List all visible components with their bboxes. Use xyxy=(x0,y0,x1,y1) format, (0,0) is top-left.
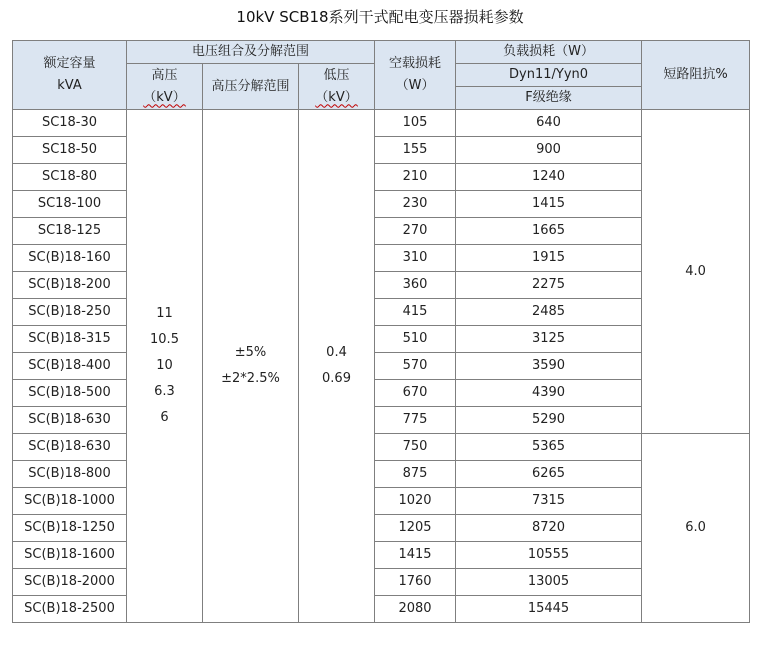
load-loss-cell: 1240 xyxy=(456,164,642,191)
model-cell: SC(B)18-200 xyxy=(13,272,127,299)
table-row xyxy=(13,137,750,164)
no-load-loss-cell: 510 xyxy=(375,326,456,353)
table-row xyxy=(13,326,750,353)
model-cell: SC(B)18-400 xyxy=(13,353,127,380)
hv-values-cell xyxy=(127,110,203,623)
model-cell: SC(B)18-160 xyxy=(13,245,127,272)
model-cell: SC(B)18-2000 xyxy=(13,569,127,596)
header-hv-unit: （kV） xyxy=(143,89,186,105)
impedance-cell: 4.0 xyxy=(642,110,750,434)
load-loss-cell: 13005 xyxy=(456,569,642,596)
table-row xyxy=(13,488,750,515)
header-no-load-loss-unit: （W） xyxy=(395,78,435,93)
header-insulation-class: F级绝缘 xyxy=(456,87,642,110)
tap-value: ±2*2.5% xyxy=(221,371,280,386)
table-row xyxy=(13,272,750,299)
model-cell: SC18-50 xyxy=(13,137,127,164)
no-load-loss-cell: 360 xyxy=(375,272,456,299)
model-cell: SC18-80 xyxy=(13,164,127,191)
no-load-loss-cell: 2080 xyxy=(375,596,456,623)
header-rated-capacity xyxy=(13,41,127,110)
header-load-loss: 负载损耗（W） xyxy=(456,41,642,64)
no-load-loss-cell: 415 xyxy=(375,299,456,326)
load-loss-cell: 3125 xyxy=(456,326,642,353)
model-cell: SC(B)18-630 xyxy=(13,434,127,461)
model-cell: SC18-100 xyxy=(13,191,127,218)
header-hv xyxy=(127,64,203,110)
model-cell: SC(B)18-500 xyxy=(13,380,127,407)
table-row xyxy=(13,218,750,245)
hv-value: 11 xyxy=(156,306,173,321)
no-load-loss-cell: 750 xyxy=(375,434,456,461)
table-row xyxy=(13,542,750,569)
load-loss-cell: 2485 xyxy=(456,299,642,326)
table-row xyxy=(13,110,750,137)
load-loss-cell: 15445 xyxy=(456,596,642,623)
table-row xyxy=(13,434,750,461)
hv-value: 10.5 xyxy=(150,332,179,347)
table-row xyxy=(13,515,750,542)
load-loss-cell: 3590 xyxy=(456,353,642,380)
tap-range-cell xyxy=(203,110,299,623)
header-no-load-loss-label: 空载损耗 xyxy=(389,56,442,71)
model-cell: SC18-30 xyxy=(13,110,127,137)
table-row xyxy=(13,569,750,596)
load-loss-cell: 640 xyxy=(456,110,642,137)
header-voltage-group: 电压组合及分解范围 xyxy=(127,41,375,64)
model-cell: SC18-125 xyxy=(13,218,127,245)
load-loss-cell: 7315 xyxy=(456,488,642,515)
no-load-loss-cell: 775 xyxy=(375,407,456,434)
table-row xyxy=(13,353,750,380)
load-loss-cell: 900 xyxy=(456,137,642,164)
load-loss-cell: 5290 xyxy=(456,407,642,434)
lv-value: 0.4 xyxy=(326,345,347,360)
no-load-loss-cell: 210 xyxy=(375,164,456,191)
load-loss-cell: 10555 xyxy=(456,542,642,569)
table-row xyxy=(13,245,750,272)
header-rated-capacity-label: 额定容量 xyxy=(43,56,96,71)
model-cell: SC(B)18-1250 xyxy=(13,515,127,542)
load-loss-cell: 2275 xyxy=(456,272,642,299)
model-cell: SC(B)18-250 xyxy=(13,299,127,326)
impedance-cell: 6.0 xyxy=(642,434,750,623)
header-tap-range: 高压分解范围 xyxy=(203,64,299,110)
no-load-loss-cell: 230 xyxy=(375,191,456,218)
model-cell: SC(B)18-1000 xyxy=(13,488,127,515)
table-row xyxy=(13,191,750,218)
no-load-loss-cell: 155 xyxy=(375,137,456,164)
load-loss-cell: 1915 xyxy=(456,245,642,272)
model-cell: SC(B)18-800 xyxy=(13,461,127,488)
model-cell: SC(B)18-2500 xyxy=(13,596,127,623)
load-loss-cell: 6265 xyxy=(456,461,642,488)
hv-value: 6 xyxy=(160,410,169,425)
hv-value: 6.3 xyxy=(154,384,175,399)
header-lv-unit: （kV） xyxy=(315,89,358,105)
header-no-load-loss xyxy=(375,41,456,110)
lv-values-cell xyxy=(299,110,375,623)
no-load-loss-cell: 570 xyxy=(375,353,456,380)
tap-value: ±5% xyxy=(234,345,267,360)
model-cell: SC(B)18-1600 xyxy=(13,542,127,569)
no-load-loss-cell: 1205 xyxy=(375,515,456,542)
no-load-loss-cell: 875 xyxy=(375,461,456,488)
no-load-loss-cell: 105 xyxy=(375,110,456,137)
table-row xyxy=(13,380,750,407)
header-lv-label: 低压 xyxy=(323,67,350,83)
header-rated-capacity-unit: kVA xyxy=(57,78,82,93)
loss-parameter-table xyxy=(12,40,750,623)
header-lv xyxy=(299,64,375,110)
table-header xyxy=(13,41,750,110)
load-loss-cell: 1665 xyxy=(456,218,642,245)
header-hv-label: 高压 xyxy=(151,67,178,83)
no-load-loss-cell: 670 xyxy=(375,380,456,407)
no-load-loss-cell: 1415 xyxy=(375,542,456,569)
load-loss-cell: 8720 xyxy=(456,515,642,542)
no-load-loss-cell: 1760 xyxy=(375,569,456,596)
model-cell: SC(B)18-630 xyxy=(13,407,127,434)
table-row xyxy=(13,596,750,623)
no-load-loss-cell: 1020 xyxy=(375,488,456,515)
load-loss-cell: 5365 xyxy=(456,434,642,461)
no-load-loss-cell: 310 xyxy=(375,245,456,272)
load-loss-cell: 4390 xyxy=(456,380,642,407)
table-row xyxy=(13,164,750,191)
header-vector-group: Dyn11/Yyn0 xyxy=(456,64,642,87)
table-row xyxy=(13,461,750,488)
header-impedance: 短路阻抗% xyxy=(642,41,750,110)
page-title: 10kV SCB18系列干式配电变压器损耗参数 xyxy=(236,8,524,26)
table-body xyxy=(13,110,750,623)
table-row xyxy=(13,407,750,434)
load-loss-cell: 1415 xyxy=(456,191,642,218)
lv-value: 0.69 xyxy=(322,371,351,386)
table-row xyxy=(13,299,750,326)
hv-value: 10 xyxy=(156,358,173,373)
model-cell: SC(B)18-315 xyxy=(13,326,127,353)
no-load-loss-cell: 270 xyxy=(375,218,456,245)
